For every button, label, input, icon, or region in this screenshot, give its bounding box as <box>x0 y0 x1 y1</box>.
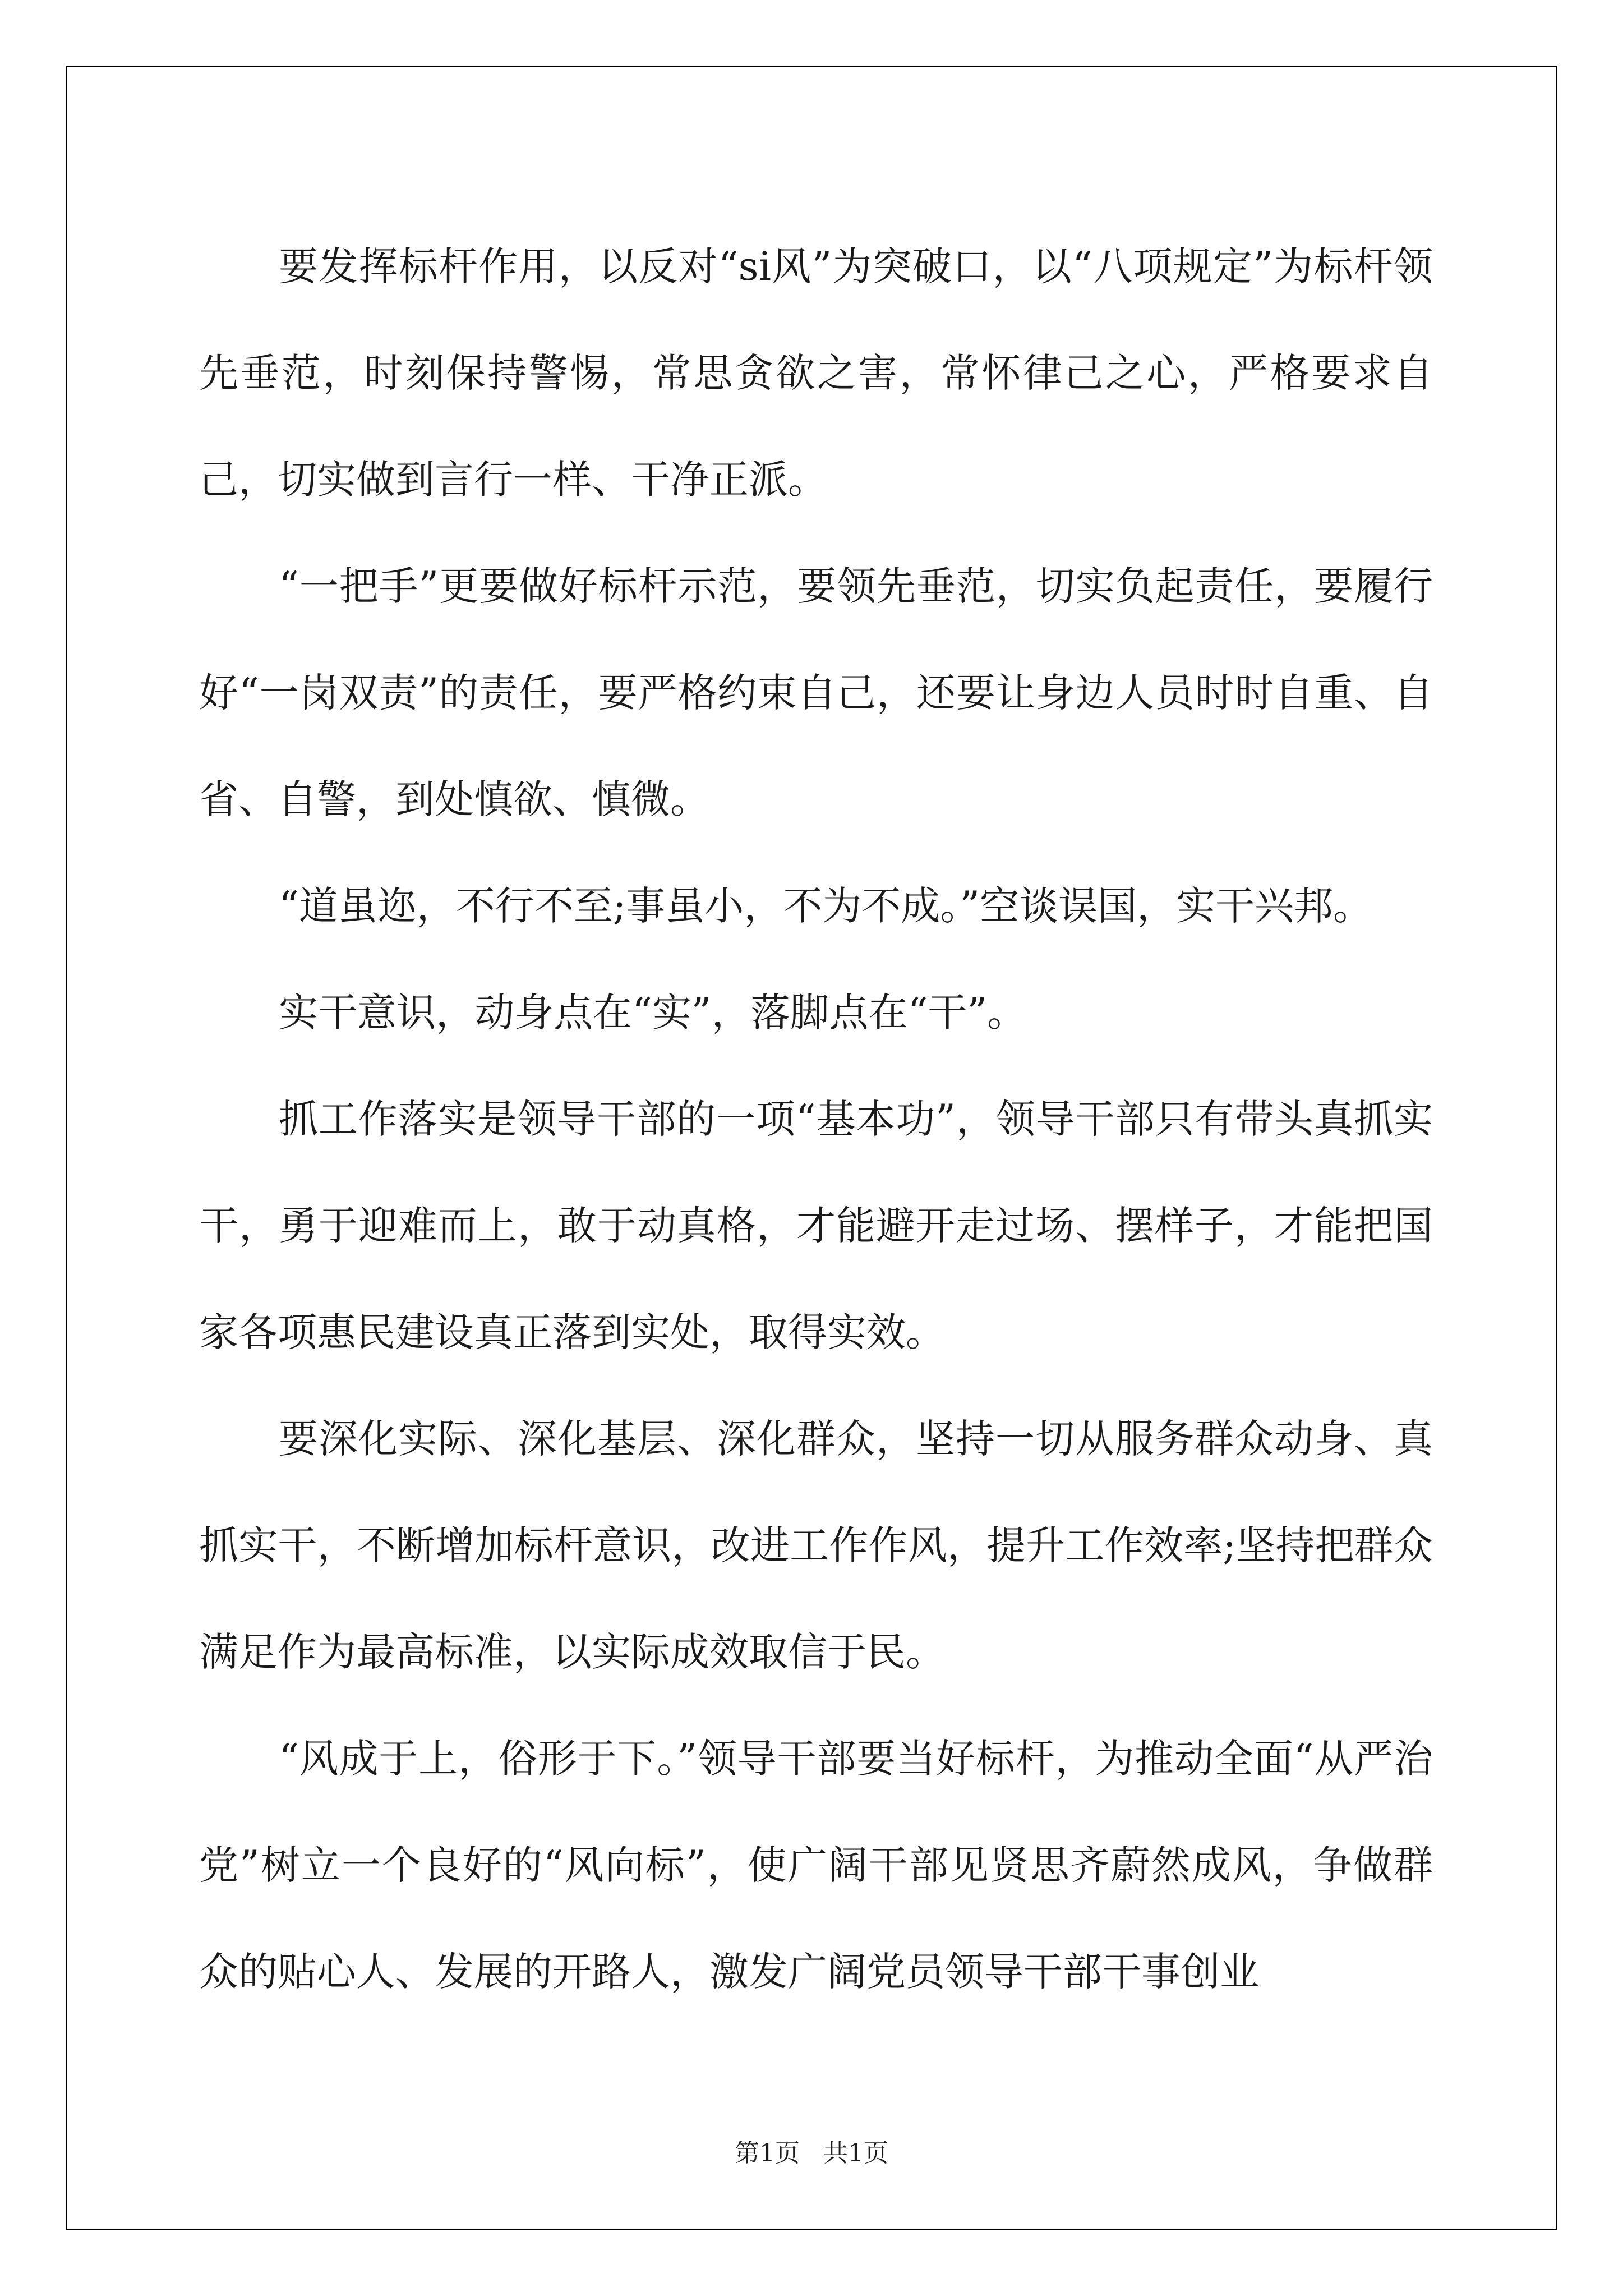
paragraph-3: “道虽迩，不行不至;事虽小，不为不成。”空谈误国，实干兴邦。 <box>279 883 1373 929</box>
paragraph-7: “风成于上，俗形于下。”领导干部要当好标杆，为推动全面“从严治党”树立一个良好的“风向标”，使广阔干部见贤思齐蔚然成风，争做群众的贴心人、发展的开路人，激发广阔党员领导干部干事创业 <box>199 1736 1433 1995</box>
document-body <box>199 213 1433 2025</box>
paragraph-2: “一把手”更要做好标杆示范，要领先垂范，切实负起责任，要履行好“一岗双责”的责任，要严格约束自己，还要让身边人员时时自重、自省、自警，到处慎欲、慎微。 <box>199 563 1433 822</box>
paragraph-5: 抓工作落实是领导干部的一项“基本功”，领导干部只有带头真抓实干，勇于迎难而上，敢于动真格，才能避开走过场、摆样子，才能把国家各项惠民建设真正落到实处，取得实效。 <box>199 1096 1433 1355</box>
paragraph-6: 要深化实际、深化基层、深化群众，坚持一切从服务群众动身、真抓实干，不断增加标杆意识，改进工作作风，提升工作效率;坚持把群众满足作为最高标准，以实际成效取信于民。 <box>199 1416 1433 1675</box>
paragraph-1: 要发挥标杆作用，以反对“si风”为突破口，以“八项规定”为标杆领先垂范，时刻保持警惕，常思贪欲之害，常怀律己之心，严格要求自己，切实做到言行一样、干净正派。 <box>199 243 1433 503</box>
page-number-footer: 第1页 共1页 <box>735 2139 888 2168</box>
paragraph-4: 实干意识，动身点在“实”，落脚点在“干”。 <box>279 990 1027 1036</box>
